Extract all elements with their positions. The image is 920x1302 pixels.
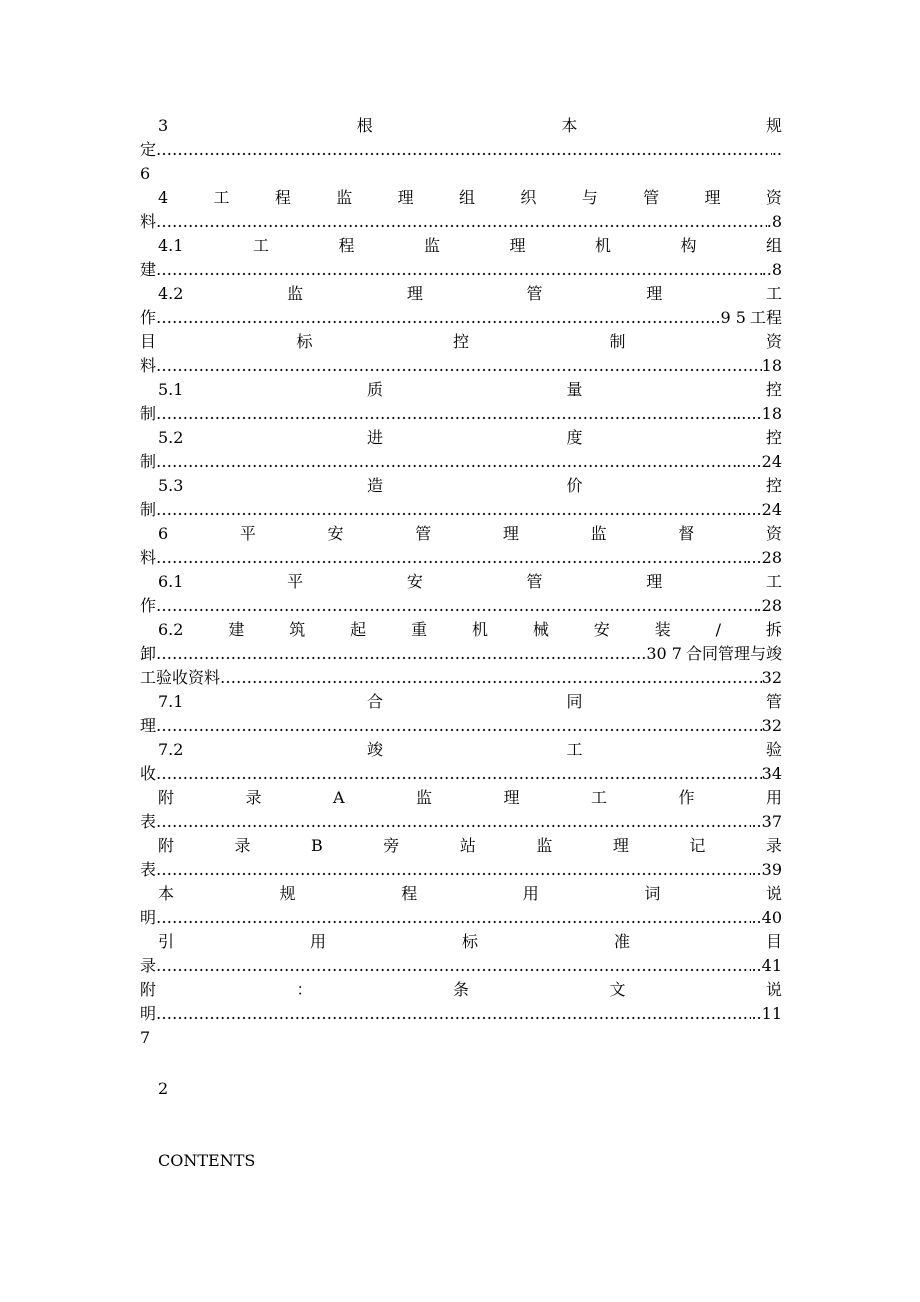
toc-entry-heading[interactable]	[140, 234, 782, 258]
toc-heading-char: 平	[239, 524, 256, 543]
toc-entry-heading[interactable]	[140, 378, 782, 402]
toc-heading-char: 控	[452, 332, 469, 351]
toc-heading-char: 织	[520, 188, 537, 207]
toc-entry-leader[interactable]	[140, 762, 782, 786]
toc-tail-text: 表	[140, 812, 157, 831]
toc-tail-text: 制	[140, 452, 157, 471]
toc-heading-char: 资	[765, 332, 782, 351]
toc-entry-leader[interactable]	[140, 306, 782, 330]
toc-tail-text: 录	[140, 956, 157, 975]
dot-leader	[156, 906, 751, 930]
toc-page-number: ..	[771, 140, 782, 159]
toc-heading-char: 监	[536, 836, 553, 855]
toc-heading-char: 5.3	[158, 476, 184, 495]
toc-heading-char: 与	[581, 188, 598, 207]
toc-entry-leader[interactable]	[140, 906, 782, 930]
toc-heading-char: 管	[526, 572, 543, 591]
toc-heading-char: 理	[704, 188, 721, 207]
toc-heading-char: 用	[522, 884, 539, 903]
toc-heading-char: 理	[646, 572, 663, 591]
toc-heading-char: 价	[566, 476, 583, 495]
table-of-contents	[140, 114, 782, 1050]
toc-heading-char: 理	[406, 284, 423, 303]
dot-leader	[156, 210, 767, 234]
toc-heading-char: 工	[213, 188, 230, 207]
toc-heading-char: 站	[459, 836, 476, 855]
toc-tail-text: 表	[140, 860, 157, 879]
toc-heading-char: 监	[336, 188, 353, 207]
toc-tail-text: 建	[140, 260, 157, 279]
toc-tail-text: 明	[140, 908, 157, 927]
toc-heading-char: A	[332, 788, 345, 807]
toc-heading-char: B	[311, 836, 323, 855]
toc-page-number: ..39	[751, 860, 782, 879]
toc-heading-char: 录	[234, 836, 251, 855]
toc-tail-text: 料	[140, 212, 157, 231]
toc-tail-text: 制	[140, 500, 157, 519]
toc-entry-heading[interactable]	[140, 186, 782, 210]
toc-entry-heading[interactable]	[140, 426, 782, 450]
toc-heading-char: 造	[366, 476, 383, 495]
toc-heading-char: 6.2	[158, 620, 184, 639]
toc-heading-char: 作	[678, 788, 695, 807]
toc-heading-char: 资	[765, 524, 782, 543]
toc-heading-char: 本	[158, 884, 175, 903]
toc-entry-heading[interactable]	[140, 882, 782, 906]
toc-heading-char: 录	[245, 788, 262, 807]
toc-heading-char: 标	[296, 332, 313, 351]
dot-leader	[156, 594, 757, 618]
toc-heading-char: 同	[566, 692, 583, 711]
toc-heading-char: 监	[416, 788, 433, 807]
toc-heading-char: 6	[158, 524, 169, 543]
toc-heading-char: 附	[140, 980, 157, 999]
toc-entry-heading[interactable]	[140, 282, 782, 306]
toc-heading-char: 装	[654, 620, 671, 639]
toc-entry-leader[interactable]	[140, 498, 782, 522]
toc-heading-char: 4	[158, 188, 169, 207]
toc-entry-heading[interactable]	[140, 330, 782, 354]
toc-heading-char: 5.2	[158, 428, 184, 447]
toc-page-number: .8	[766, 212, 782, 231]
toc-entry-leader[interactable]	[140, 354, 782, 378]
dot-leader	[156, 546, 746, 570]
toc-page-number: 32	[761, 668, 782, 687]
dot-leader	[156, 714, 762, 738]
toc-heading-char: 工	[252, 236, 269, 255]
toc-page-number: ...28	[746, 548, 782, 567]
toc-heading-char: 用	[765, 788, 782, 807]
toc-tail-text: 制	[140, 404, 157, 423]
toc-page-number: .28	[756, 596, 782, 615]
toc-page-number: ....24	[741, 500, 782, 519]
toc-heading-char: 引	[158, 932, 175, 951]
toc-heading-char: 5.1	[158, 380, 184, 399]
toc-entry-heading[interactable]	[140, 738, 782, 762]
page-number: 2	[158, 1079, 169, 1098]
toc-heading-char: 程	[338, 236, 355, 255]
toc-heading-char: 督	[678, 524, 695, 543]
toc-heading-char: 规	[279, 884, 296, 903]
dot-leader	[156, 954, 751, 978]
toc-entry-heading[interactable]	[140, 690, 782, 714]
toc-heading-char: 录	[765, 836, 782, 855]
toc-heading-char: 控	[765, 476, 782, 495]
toc-heading-char: 理	[502, 524, 519, 543]
toc-heading-char: 目	[140, 332, 157, 351]
toc-entry-leader[interactable]	[140, 666, 782, 690]
toc-entry-heading[interactable]	[140, 474, 782, 498]
toc-page-number: 18	[761, 356, 782, 375]
toc-next-entry-start: 工程	[749, 308, 782, 327]
toc-heading-char: 竣	[366, 740, 383, 759]
toc-heading-char: 监	[287, 284, 304, 303]
toc-heading-char: 4.2	[158, 284, 184, 303]
toc-heading-char: 拆	[765, 620, 782, 639]
toc-tail-text: 明	[140, 1004, 157, 1023]
toc-entry-heading[interactable]	[140, 114, 782, 138]
toc-entry-leader[interactable]	[140, 714, 782, 738]
toc-heading-char: 控	[765, 428, 782, 447]
toc-entry-heading[interactable]	[140, 522, 782, 546]
toc-heading-char: 量	[566, 380, 583, 399]
toc-heading-char: 安	[327, 524, 344, 543]
toc-heading-char: 安	[406, 572, 423, 591]
toc-heading-char: 说	[765, 980, 782, 999]
toc-entry-leader[interactable]	[140, 138, 782, 162]
toc-heading-char: 重	[411, 620, 428, 639]
dot-leader	[156, 402, 736, 426]
toc-heading-char: 工	[590, 788, 607, 807]
toc-entry-leader[interactable]	[140, 402, 782, 426]
toc-heading-char: 管	[643, 188, 660, 207]
dot-leader	[156, 306, 705, 330]
dot-leader	[220, 666, 762, 690]
toc-page-number: ..41	[751, 956, 782, 975]
toc-heading-char: 条	[452, 980, 469, 999]
toc-entry-heading[interactable]	[140, 930, 782, 954]
toc-page-number: 32	[761, 716, 782, 735]
toc-entry-heading[interactable]	[140, 570, 782, 594]
toc-tail-text: 定	[140, 140, 157, 159]
toc-heading-char: 7.1	[158, 692, 184, 711]
toc-heading-char: 筑	[289, 620, 306, 639]
toc-heading-char: 合	[366, 692, 383, 711]
toc-heading-char: 程	[274, 188, 291, 207]
toc-heading-char: 文	[609, 980, 626, 999]
toc-heading-char: 6.1	[158, 572, 184, 591]
toc-entry-leader[interactable]	[140, 810, 782, 834]
toc-entry-leader[interactable]	[140, 642, 782, 666]
toc-heading-char: 理	[612, 836, 629, 855]
toc-entry-leader[interactable]	[140, 210, 782, 234]
toc-heading-char: ：	[296, 980, 313, 999]
toc-heading-char: 监	[590, 524, 607, 543]
toc-heading-char: 监	[423, 236, 440, 255]
toc-heading-char: 工	[765, 572, 782, 591]
toc-page-number: ...30 7	[631, 644, 682, 663]
toc-heading-char: 度	[566, 428, 583, 447]
toc-heading-char: 组	[459, 188, 476, 207]
toc-entry-heading[interactable]	[140, 834, 782, 858]
toc-heading-char: 程	[401, 884, 418, 903]
toc-tail-text: 理	[140, 716, 157, 735]
toc-entry-heading[interactable]	[140, 618, 782, 642]
toc-heading-char: 规	[765, 116, 782, 135]
toc-heading-char: 目	[765, 932, 782, 951]
toc-page-number: 34	[761, 764, 782, 783]
toc-heading-char: 组	[765, 236, 782, 255]
toc-heading-char: 制	[609, 332, 626, 351]
toc-heading-char: 根	[356, 116, 373, 135]
toc-heading-char: 机	[594, 236, 611, 255]
toc-heading-char: 本	[561, 116, 578, 135]
toc-heading-char: 准	[613, 932, 630, 951]
toc-tail-text: 收	[140, 764, 157, 783]
toc-heading-char: 理	[509, 236, 526, 255]
toc-heading-char: 用	[309, 932, 326, 951]
toc-heading-char: 进	[366, 428, 383, 447]
toc-heading-char: 质	[366, 380, 383, 399]
toc-page-number: ..37	[751, 812, 782, 831]
toc-heading-char: 工	[566, 740, 583, 759]
toc-entry-leader[interactable]	[140, 450, 782, 474]
dot-leader	[156, 258, 762, 282]
toc-entry-leader[interactable]	[140, 954, 782, 978]
toc-heading-char: 说	[765, 884, 782, 903]
dot-leader	[156, 810, 751, 834]
toc-heading-char: 安	[593, 620, 610, 639]
contents-heading: CONTENTS	[158, 1151, 256, 1170]
toc-entry-leader[interactable]	[140, 258, 782, 282]
dot-leader	[156, 450, 736, 474]
toc-page-number: ..11	[751, 1004, 782, 1023]
toc-heading-char: 记	[689, 836, 706, 855]
toc-heading-char: 词	[644, 884, 661, 903]
toc-tail-text: 料	[140, 356, 157, 375]
toc-tail-text: 作	[140, 308, 157, 327]
toc-heading-char: 验	[765, 740, 782, 759]
toc-heading-char: 工	[765, 284, 782, 303]
toc-entry-heading[interactable]	[140, 786, 782, 810]
toc-entry-leader[interactable]	[140, 1002, 782, 1026]
toc-tail-text: 料	[140, 548, 157, 567]
dot-leader	[156, 354, 762, 378]
toc-page-number: ..40	[751, 908, 782, 927]
toc-entry-heading[interactable]	[140, 978, 782, 1002]
toc-heading-char: 理	[397, 188, 414, 207]
toc-heading-char: 标	[461, 932, 478, 951]
toc-page-continuation: 7	[140, 1028, 151, 1047]
toc-heading-char: 起	[350, 620, 367, 639]
dot-leader	[156, 858, 751, 882]
toc-heading-char: 附	[158, 788, 175, 807]
dot-leader	[156, 762, 762, 786]
toc-heading-char: 械	[532, 620, 549, 639]
toc-entry-leader[interactable]	[140, 858, 782, 882]
toc-heading-char: 旁	[383, 836, 400, 855]
dot-leader	[156, 642, 631, 666]
dot-leader	[156, 498, 741, 522]
toc-entry-leader[interactable]	[140, 546, 782, 570]
dot-leader	[156, 1002, 751, 1026]
toc-heading-char: 理	[503, 788, 520, 807]
toc-page-continuation: 6	[140, 164, 151, 183]
toc-entry-leader[interactable]	[140, 594, 782, 618]
toc-page-number: ..8	[761, 260, 782, 279]
toc-heading-char: 附	[158, 836, 175, 855]
toc-heading-char: 控	[765, 380, 782, 399]
dot-leader	[156, 138, 772, 162]
toc-tail-text: 作	[140, 596, 157, 615]
toc-heading-char: /	[715, 620, 721, 639]
toc-heading-char: 管	[526, 284, 543, 303]
toc-heading-char: 资	[765, 188, 782, 207]
toc-page-number: .....24	[736, 452, 782, 471]
toc-heading-char: 机	[471, 620, 488, 639]
toc-heading-char: 管	[415, 524, 432, 543]
toc-page-number: .....18	[736, 404, 782, 423]
toc-tail-text: 卸	[140, 644, 157, 663]
toc-tail-text: 工验收资料	[140, 668, 221, 687]
toc-heading-char: 建	[228, 620, 245, 639]
toc-heading-char: 平	[287, 572, 304, 591]
toc-heading-char: 4.1	[158, 236, 184, 255]
toc-heading-char: 构	[680, 236, 697, 255]
toc-heading-char: 管	[765, 692, 782, 711]
toc-heading-char: 理	[646, 284, 663, 303]
toc-heading-char: 7.2	[158, 740, 184, 759]
toc-next-entry-start: 合同管理与竣	[685, 644, 782, 663]
toc-heading-char: 3	[158, 116, 169, 135]
toc-page-number: ...9 5	[705, 308, 746, 327]
